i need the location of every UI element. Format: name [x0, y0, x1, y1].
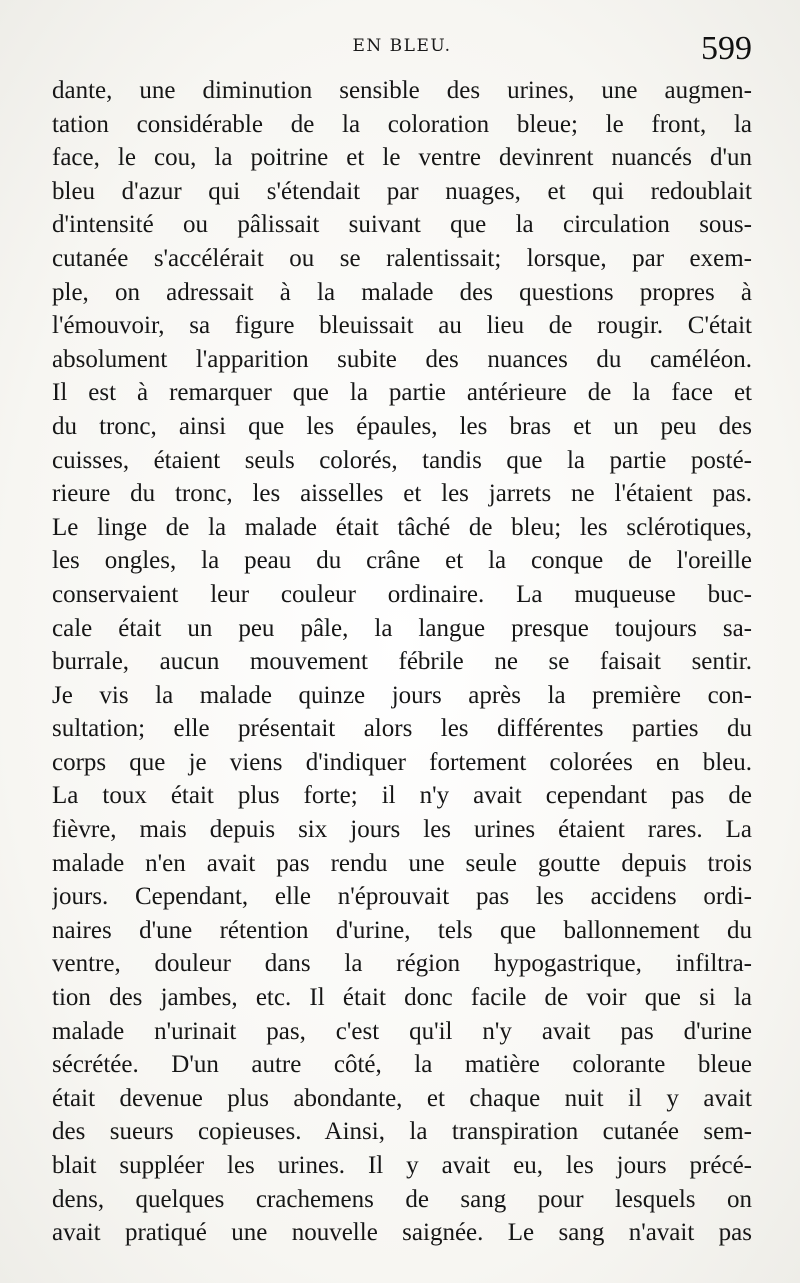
text-line: blait suppléer les urines. Il y avait eu, les jours précé- — [52, 1152, 752, 1179]
text-line: des sueurs copieuses. Ainsi, la transpiration cutanée sem- — [52, 1118, 752, 1146]
text-line: sécrétée. D'un autre côté, la matière colorante bleue — [52, 1051, 752, 1079]
text-line: fièvre, mais depuis six jours les urines étaient rares. La — [52, 816, 752, 844]
text-line: ple, on adressait à la malade des questions propres à — [52, 278, 752, 306]
text-line: sultation; elle présentait alors les différentes parties du — [52, 715, 752, 743]
page-number: 599 — [701, 30, 752, 67]
text-line: du tronc, ainsi que les épaules, les bras et un peu des — [52, 412, 752, 440]
text-line: cuisses, étaient seuls colorés, tandis que la partie posté- — [52, 446, 752, 474]
text-line: La toux était plus forte; il n'y avait cependant pas de — [52, 782, 752, 810]
text-line: bleu d'azur qui s'étendait par nuages, et qui redoublait — [52, 177, 752, 205]
text-line: absolument l'apparition subite des nuances du caméléon. — [52, 345, 752, 373]
text-line: rieure du tronc, les aisselles et les jarrets ne l'étaient pas. — [52, 480, 752, 508]
running-head: EN BLEU. — [352, 36, 452, 56]
page-header — [52, 30, 752, 74]
text-line: dens, quelques crachemens de sang pour lesquels on — [52, 1185, 752, 1213]
text-line: cutanée s'accélérait ou se ralentissait; lorsque, par exem- — [52, 244, 752, 272]
text-line: l'émouvoir, sa figure bleuissait au lieu de rougir. C'était — [52, 312, 752, 340]
text-line: face, le cou, la poitrine et le ventre devinrent nuancés d'un — [52, 144, 752, 172]
text-line: naires d'une rétention d'urine, tels que ballonnement du — [52, 916, 752, 944]
text-line: malade n'en avait pas rendu une seule goutte depuis trois — [52, 849, 752, 877]
text-line: conservaient leur couleur ordinaire. La muqueuse buc- — [52, 580, 752, 608]
text-line: Le linge de la malade était tâché de bleu; les sclérotiques, — [52, 513, 752, 541]
body-text — [52, 74, 752, 1250]
text-line: tation considérable de la coloration bleue; le front, la — [52, 110, 752, 138]
text-line: cale était un peu pâle, la langue presque toujours sa- — [52, 614, 752, 642]
text-line: malade n'urinait pas, c'est qu'il n'y avait pas d'urine — [52, 1017, 752, 1045]
text-line: burrale, aucun mouvement fébrile ne se faisait sentir. — [52, 648, 752, 676]
text-line: Il est à remarquer que la partie antérieure de la face et — [52, 379, 752, 407]
text-line: était devenue plus abondante, et chaque nuit il y avait — [52, 1084, 752, 1112]
text-line: avait pratiqué une nouvelle saignée. Le sang n'avait pas — [52, 1219, 752, 1247]
text-line: les ongles, la peau du crâne et la conque de l'oreille — [52, 547, 752, 575]
text-line: corps que je viens d'indiquer fortement colorées en bleu. — [52, 748, 752, 776]
text-line: dante, une diminution sensible des urines, une augmen- — [52, 77, 752, 104]
text-line: d'intensité ou pâlissait suivant que la circulation sous- — [52, 211, 752, 239]
text-line: tion des jambes, etc. Il était donc facile de voir que si la — [52, 984, 752, 1012]
text-line: ventre, douleur dans la région hypogastrique, infiltra- — [52, 950, 752, 978]
text-line: Je vis la malade quinze jours après la première con- — [52, 681, 752, 709]
text-line: jours. Cependant, elle n'éprouvait pas les accidens ordi- — [52, 883, 752, 911]
